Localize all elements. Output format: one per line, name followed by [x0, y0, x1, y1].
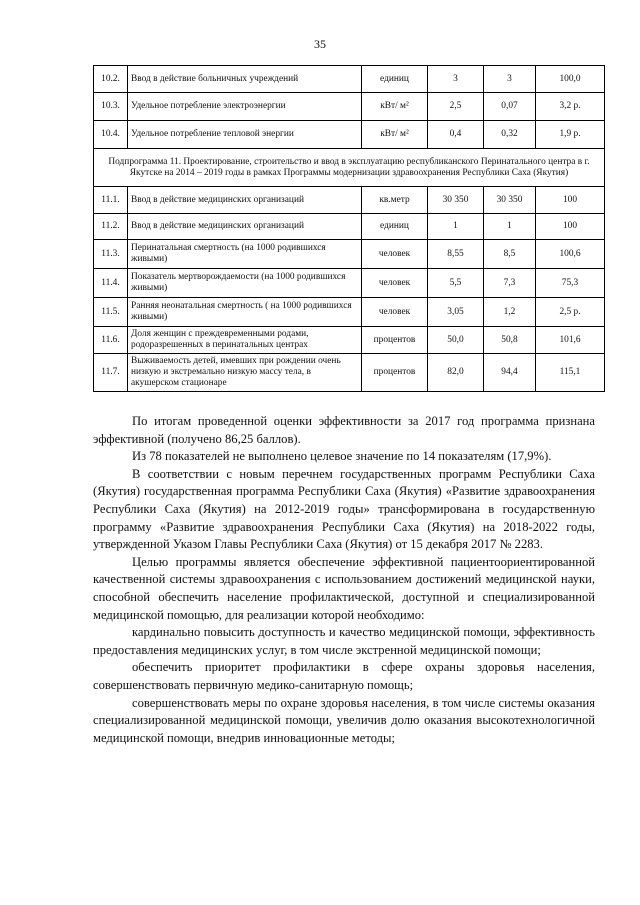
percent-value: 3,2 р. [536, 93, 605, 121]
indicator-name: Удельное потребление электроэнергии [128, 93, 362, 121]
paragraph: совершенствовать меры по охране здоровья населения, в том числе системы оказания специализированной медицинской помощи, увеличив долю оказания высокотехнологичной медицинской помощи, внедрив инновационные методы; [93, 695, 595, 745]
indicator-name: Ранняя неонатальная смертность ( на 1000 родившихся живыми) [128, 298, 362, 327]
indicator-name: Выживаемость детей, имевших при рождении очень низкую и экстремально низкую массу тела, в акушерском стационаре [128, 354, 362, 392]
indicator-name: Ввод в действие больничных учреждений [128, 66, 362, 93]
table-row [94, 121, 605, 149]
paragraph: Из 78 показателей не выполнено целевое значение по 14 показателям (17,9%). [132, 449, 552, 464]
paragraph: По итогам проведенной оценки эффективности за 2017 год программа признана эффективной (получено 86,25 баллов). [93, 414, 595, 446]
table-row [94, 269, 605, 298]
percent-value: 101,6 [536, 327, 605, 354]
percent-value: 100 [536, 187, 605, 214]
row-number: 10.4. [94, 121, 128, 149]
percent-value: 100,0 [536, 66, 605, 93]
plan-value: 3 [428, 66, 484, 93]
row-number: 10.3. [94, 93, 128, 121]
fact-value: 50,8 [484, 327, 536, 354]
row-number: 11.3. [94, 240, 128, 269]
row-number: 11.5. [94, 298, 128, 327]
page-number: 35 [314, 37, 326, 51]
row-number: 11.1. [94, 187, 128, 214]
indicator-name: Показатель мертворождаемости (на 1000 родившихся живыми) [128, 269, 362, 298]
unit: единиц [362, 214, 428, 240]
row-number: 11.7. [94, 354, 128, 392]
indicator-name: Доля женщин с преждевременными родами, родоразрешенных в перинатальных центрах [128, 327, 362, 354]
plan-value: 3,05 [428, 298, 484, 327]
fact-value: 0,07 [484, 93, 536, 121]
unit: кВт/ м² [362, 93, 428, 121]
plan-value: 2,5 [428, 93, 484, 121]
plan-value: 82,0 [428, 354, 484, 392]
subprogram-row [94, 149, 605, 187]
indicator-name: Ввод в действие медицинских организаций [128, 187, 362, 214]
fact-value: 94,4 [484, 354, 536, 392]
subprogram-title: Подпрограмма 11. Проектирование, строительство и ввод в эксплуатацию республиканского Перинатального центра в г. Якутске на 2014 – 2019 годы в рамках Программы модернизации здравоохранения Республики Саха (Якутия) [94, 149, 605, 187]
unit: процентов [362, 327, 428, 354]
unit: человек [362, 269, 428, 298]
plan-value: 5,5 [428, 269, 484, 298]
body-text [93, 413, 595, 747]
indicator-name: Ввод в действие медицинских организаций [128, 214, 362, 240]
percent-value: 75,3 [536, 269, 605, 298]
fact-value: 7,3 [484, 269, 536, 298]
table-row [94, 240, 605, 269]
paragraph: Целью программы является обеспечение эффективной пациентоориентированной качественной системы здравоохранения с использованием достижений медицинской науки, способной обеспечить население профилактической, доступной и специализированной медицинской помощью, для реализации которой необходимо: [93, 554, 595, 622]
fact-value: 3 [484, 66, 536, 93]
table-row [94, 187, 605, 214]
percent-value: 100,6 [536, 240, 605, 269]
unit: единиц [362, 66, 428, 93]
indicators-table [93, 65, 605, 392]
fact-value: 1 [484, 214, 536, 240]
row-number: 11.6. [94, 327, 128, 354]
row-number: 11.2. [94, 214, 128, 240]
unit: процентов [362, 354, 428, 392]
paragraph: кардинально повысить доступность и качество медицинской помощи, эффективность предоставления медицинских услуг, в том числе экстренной медицинской помощи; [93, 625, 595, 657]
indicator-name: Удельное потребление тепловой энергии [128, 121, 362, 149]
table-row [94, 93, 605, 121]
unit: человек [362, 240, 428, 269]
percent-value: 2,5 р. [536, 298, 605, 327]
unit: человек [362, 298, 428, 327]
table-row [94, 354, 605, 392]
paragraph: обеспечить приоритет профилактики в сфере охраны здоровья населения, совершенствовать первичную медико-санитарную помощь; [93, 660, 595, 692]
percent-value: 100 [536, 214, 605, 240]
plan-value: 0,4 [428, 121, 484, 149]
unit: кВт/ м² [362, 121, 428, 149]
fact-value: 8,5 [484, 240, 536, 269]
fact-value: 1,2 [484, 298, 536, 327]
table-row [94, 66, 605, 93]
table-row [94, 298, 605, 327]
row-number: 10.2. [94, 66, 128, 93]
plan-value: 1 [428, 214, 484, 240]
fact-value: 0,32 [484, 121, 536, 149]
fact-value: 30 350 [484, 187, 536, 214]
unit: кв.метр [362, 187, 428, 214]
table-row [94, 327, 605, 354]
row-number: 11.4. [94, 269, 128, 298]
paragraph: В соответствии с новым перечнем государственных программ Республики Саха (Якутия) государственная программа Республики Саха (Якутия) «Развитие здравоохранения Республики Саха (Якутия) на 2012-2019 годы» трансформирована в государственную программу «Развитие здравоохранения Республики Саха (Якутия) на 2018-2022 годы, утвержденной Указом Главы Республики Саха (Якутия) от 15 декабря 2017 № 2283. [93, 466, 595, 552]
plan-value: 50,0 [428, 327, 484, 354]
table-row [94, 214, 605, 240]
indicator-name: Перинатальная смертность (на 1000 родившихся живыми) [128, 240, 362, 269]
percent-value: 1,9 р. [536, 121, 605, 149]
plan-value: 8,55 [428, 240, 484, 269]
percent-value: 115,1 [536, 354, 605, 392]
plan-value: 30 350 [428, 187, 484, 214]
